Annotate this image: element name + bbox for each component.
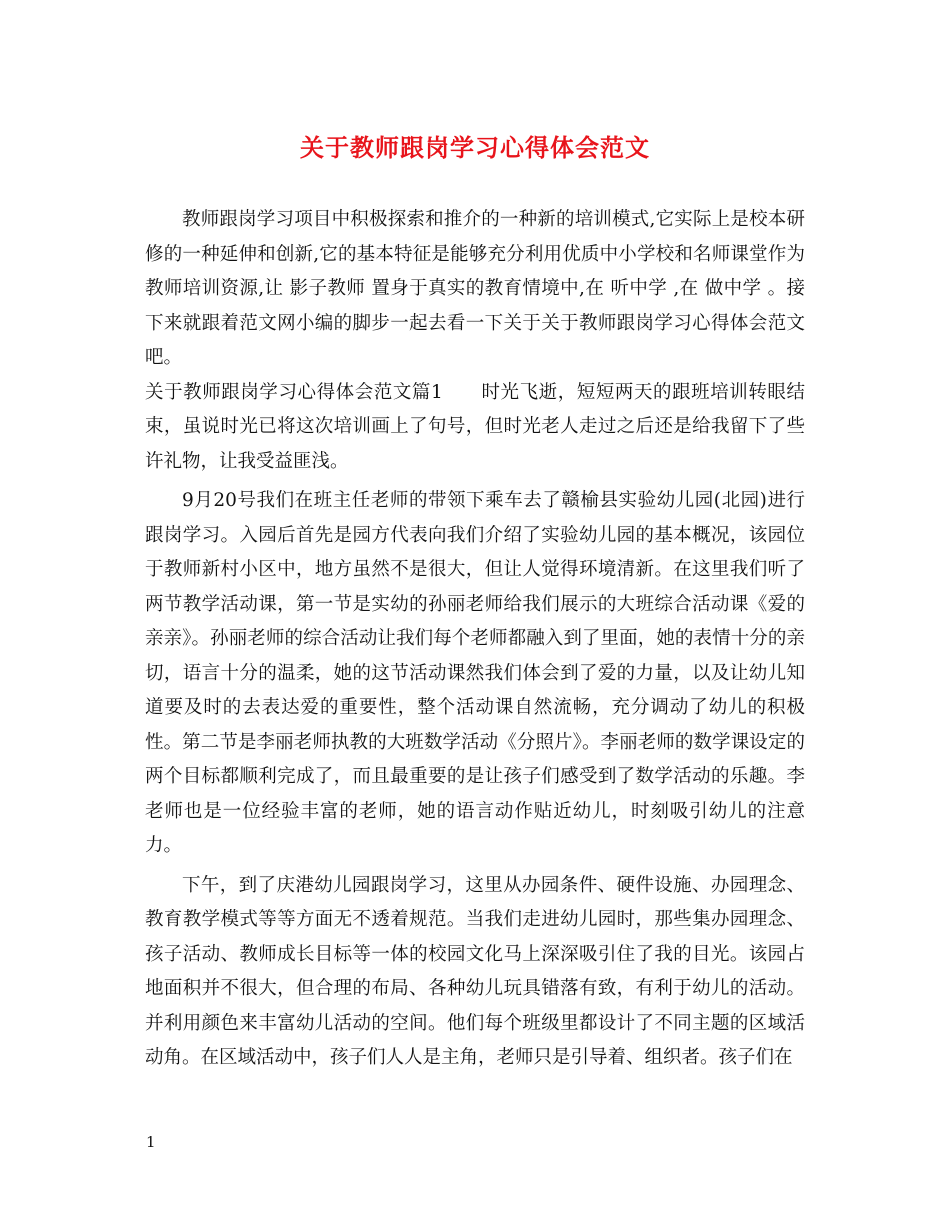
- document-title: 关于教师跟岗学习心得体会范文: [300, 133, 650, 162]
- paragraph-morning-visit: 9月20号我们在班主任老师的带领下乘车去了赣榆县实验幼儿园(北园)进行跟岗学习。入园后首先是园方代表向我们介绍了实验幼儿园的基本概况，该园位于教师新村小区中，地方虽然不是很大，但让人觉得环境清新。在这里我们听了两节教学活动课，第一节是实幼的孙丽老师给我们展示的大班综合活动课《爱的亲亲》。孙丽老师的综合活动让我们每个老师都融入到了里面，她的表情十分的亲切，语言十分的温柔，她的这节活动课然我们体会到了爱的力量，以及让幼儿知道要及时的去表达爱的重要性，整个活动课自然流畅，充分调动了幼儿的积极性。第二节是李丽老师执教的大班数学活动《分照片》。李丽老师的数学课设定的两个目标都顺利完成了，而且最重要的是让孩子们感受到了数学活动的乐趣。李老师也是一位经验丰富的老师，她的语言动作贴近幼儿，时刻吸引幼儿的注意力。: [145, 490, 805, 856]
- paragraph-section-1-opening: 关于教师跟岗学习心得体会范文篇1 时光飞逝，短短两天的跟班培训转眼结束，虽说时光已将这次培训画上了句号，但时光老人走过之后还是给我留下了些许礼物，让我受益匪浅。: [145, 381, 805, 472]
- paragraph-afternoon-visit: 下午，到了庆港幼儿园跟岗学习，这里从办园条件、硬件设施、办园理念、教育教学模式等等方面无不透着规范。当我们走进幼儿园时，那些集办园理念、孩子活动、教师成长目标等一体的校园文化马上深深吸引住了我的目光。该园占地面积并不很大，但合理的布局、各种幼儿玩具错落有致，有利于幼儿的活动。并利用颜色来丰富幼儿活动的空间。他们每个班级里都设计了不同主题的区域活动角。在区域活动中，孩子们人人是主角，老师只是引导着、组织者。孩子们在: [145, 874, 805, 1068]
- document-body: [145, 203, 805, 1076]
- paragraph-intro: 教师跟岗学习项目中积极探索和推介的一种新的培训模式,它实际上是校本研修的一种延伸和创新,它的基本特征是能够充分利用优质中小学校和名师课堂作为教师培训资源,让 影子教师 置身于真实的教育情境中,在 听中学 ,在 做中学 。接下来就跟着范文网小编的脚步一起去看一下关于关于教师跟岗学习心得体会范文吧。: [145, 209, 805, 368]
- page-number: 1: [146, 1133, 156, 1151]
